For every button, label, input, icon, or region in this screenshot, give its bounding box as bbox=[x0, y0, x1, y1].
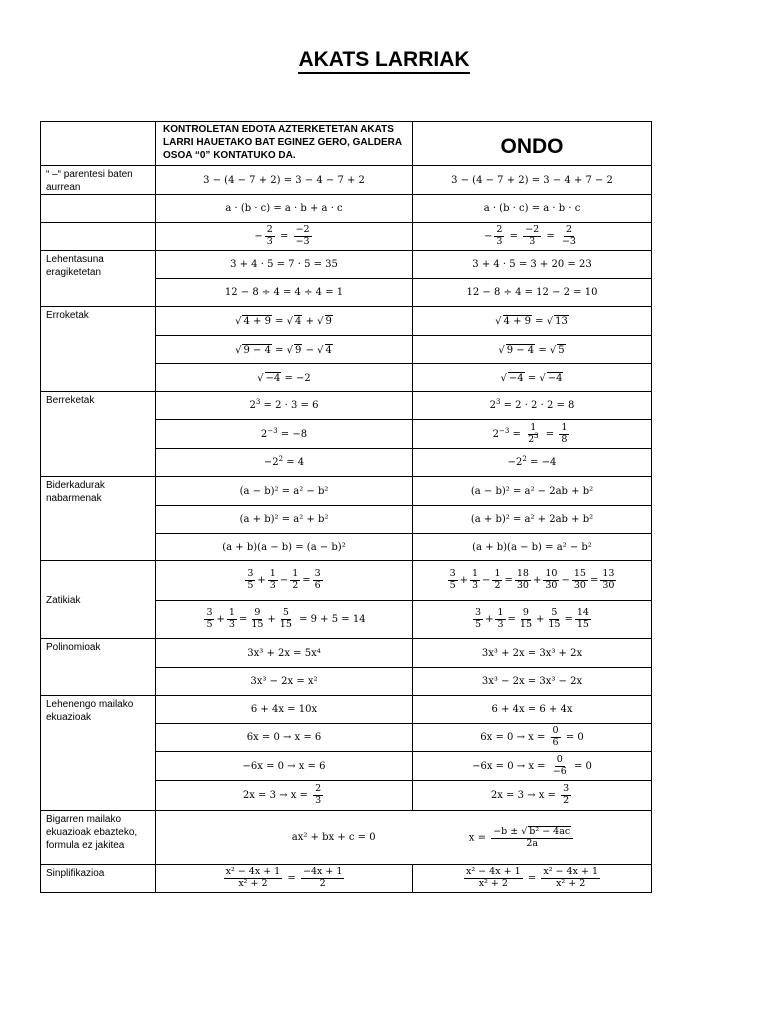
fraction: $\frac{1}{3}$ bbox=[472, 568, 479, 591]
correct-expression: √ −4 = √ −4 bbox=[413, 364, 652, 392]
fraction: $\frac{3}{5}$ bbox=[206, 607, 213, 630]
wrong-expression: √ 4 + 9 = √ 4 + √ 9 bbox=[156, 307, 413, 336]
fraction: $\frac{\text{−b ± √ b² − 4ac}}{2a}$ bbox=[491, 826, 573, 850]
fraction: $\frac{9}{15}$ bbox=[251, 607, 264, 630]
fraction: $\frac{1}{3}$ bbox=[228, 607, 235, 630]
fraction: $\frac{5}{15}$ bbox=[279, 607, 292, 630]
quadratic-equation: ax² + bx + c = 0 bbox=[291, 832, 376, 843]
category-label: Polinomioak bbox=[41, 639, 156, 696]
fraction: $\frac{-2}{-3}$ bbox=[295, 224, 310, 247]
wrong-expression: 3 − (4 − 7 + 2) = 3 − 4 − 7 + 2 bbox=[156, 166, 413, 195]
fraction: $\frac{13}{30}$ bbox=[602, 568, 615, 591]
fraction: $\frac{2}{3}$ bbox=[266, 224, 273, 247]
fraction: $\frac{1}{8}$ bbox=[561, 421, 568, 445]
fraction: $\frac{10}{30}$ bbox=[545, 568, 558, 591]
fraction: $\frac{3}{5}$ bbox=[475, 607, 482, 630]
fraction: $\frac{18}{30}$ bbox=[516, 568, 529, 591]
correct-expression: (a − b)² = a² − 2ab + b² bbox=[413, 477, 652, 506]
wrong-expression: $2^3 = 2 \cdot 3 = 6$ bbox=[156, 392, 413, 420]
wrong-expression: (a + b)² = a² + b² bbox=[156, 506, 413, 534]
fraction: $\frac{2}{3}$ bbox=[496, 224, 503, 247]
wrong-expression: 6 + 4x = 10x bbox=[156, 696, 413, 724]
table-row bbox=[41, 392, 652, 420]
fraction: $\frac{1}{3}$ bbox=[497, 607, 504, 630]
wrong-expression: 2x = 3 → x = $\frac{2}{3}$ bbox=[156, 781, 413, 811]
fraction: $\frac{3}{2}$ bbox=[563, 783, 570, 806]
wrong-expression: 3 + 4 · 5 = 7 · 5 = 35 bbox=[156, 251, 413, 279]
fraction: $\frac{-2}{3}$ bbox=[525, 224, 540, 247]
correct-expression: $2^{-3}$ = $\frac{1}{2^3}$ = $\frac{1}{8}$ bbox=[413, 420, 652, 449]
correct-expression: 6x = 0 → x = $\frac{0}{6}$ = 0 bbox=[413, 724, 652, 752]
correct-expression: 3 − (4 − 7 + 2) = 3 − 4 + 7 − 2 bbox=[413, 166, 652, 195]
correct-expression: −6x = 0 → x = $\frac{0}{-6}$ = 0 bbox=[413, 752, 652, 781]
wrong-expression: (a + b)(a − b) = (a − b)² bbox=[156, 534, 413, 561]
fraction: $\frac{14}{15}$ bbox=[576, 607, 589, 630]
correct-expression: √ 4 + 9 = √ 13 bbox=[413, 307, 652, 336]
quadratic-formula-cell bbox=[156, 811, 652, 865]
correct-expression: a · (b · c) = a · b · c bbox=[413, 195, 652, 223]
correct-expression: $-2^2 = -4$ bbox=[413, 449, 652, 477]
fraction: $\frac{1}{2^3}$ bbox=[528, 421, 539, 445]
fraction: $\frac{\text{x² − 4x + 1}}{\text{x² + 2}}$ bbox=[225, 866, 281, 889]
wrong-expression: $\frac{3}{5}$ + $\frac{1}{3}$ − $\frac{1}{2}$ = $\frac{3}{6}$ bbox=[156, 561, 413, 601]
wrong-expression: 6x = 0 → x = 6 bbox=[156, 724, 413, 752]
category-label: Lehentasuna eragiketetan bbox=[41, 251, 156, 307]
table-row bbox=[41, 307, 652, 336]
table-row bbox=[41, 865, 652, 893]
correct-expression: $2^3 = 2 \cdot 2 \cdot 2 = 8$ bbox=[413, 392, 652, 420]
correct-expression: 3x³ + 2x = 3x³ + 2x bbox=[413, 639, 652, 668]
table-row bbox=[41, 223, 652, 251]
correct-expression: $\frac{3}{5}$ + $\frac{1}{3}$ = $\frac{9}{15}$ + $\frac{5}{15}$ = $\frac{14}{15}$ bbox=[413, 601, 652, 639]
table-row bbox=[41, 696, 652, 724]
category-label-empty bbox=[41, 223, 156, 251]
correct-expression: 3 + 4 · 5 = 3 + 20 = 23 bbox=[413, 251, 652, 279]
page-title bbox=[0, 48, 768, 72]
correct-expression: (a + b)² = a² + 2ab + b² bbox=[413, 506, 652, 534]
page-title-text: AKATS LARRIAK bbox=[298, 48, 469, 74]
fraction: $\frac{3}{5}$ bbox=[449, 568, 456, 591]
fraction: $\frac{\text{x² − 4x + 1}}{\text{x² + 2}}$ bbox=[466, 866, 521, 889]
correct-expression: √ 9 − 4 = √ 5 bbox=[413, 336, 652, 364]
table-row bbox=[41, 639, 652, 668]
wrong-expression: √ 9 − 4 = √ 9 − √ 4 bbox=[156, 336, 413, 364]
correct-expression: $\frac{\text{x² − 4x + 1}}{\text{x² + 2}}$ = $\frac{\text{x² − 4x + 1}}{\text{x² + 2}}$ bbox=[413, 865, 652, 893]
fraction: $\frac{1}{2}$ bbox=[292, 568, 299, 591]
wrong-expression: $2^{-3} = -8$ bbox=[156, 420, 413, 449]
category-label: Erroketak bbox=[41, 307, 156, 392]
header-ondo: ONDO bbox=[413, 122, 652, 166]
header-row bbox=[41, 122, 652, 166]
fraction: $\frac{1}{2}$ bbox=[494, 568, 501, 591]
correct-expression: 12 − 8 ÷ 4 = 12 − 2 = 10 bbox=[413, 279, 652, 307]
errors-table bbox=[40, 121, 652, 893]
fraction: $\frac{0}{-6}$ bbox=[552, 753, 567, 777]
correct-expression: 2x = 3 → x = $\frac{3}{2}$ bbox=[413, 781, 652, 811]
wrong-expression: 3x³ + 2x = 5x⁴ bbox=[156, 639, 413, 668]
table-row bbox=[41, 195, 652, 223]
wrong-expression: √ −4 = −2 bbox=[156, 364, 413, 392]
wrong-expression: $-2^2 = 4$ bbox=[156, 449, 413, 477]
wrong-expression: 3x³ − 2x = x² bbox=[156, 668, 413, 696]
fraction: $\frac{\text{x² − 4x + 1}}{\text{x² + 2}}$ bbox=[543, 866, 598, 889]
table-row bbox=[41, 561, 652, 601]
correct-expression: (a + b)(a − b) = a² − b² bbox=[413, 534, 652, 561]
quadratic-formula: x = $\frac{\text{−b ± √ b² − 4ac}}{2a}$ bbox=[469, 826, 575, 850]
correct-expression: 6 + 4x = 6 + 4x bbox=[413, 696, 652, 724]
table-row bbox=[41, 166, 652, 195]
fraction: $\frac{15}{30}$ bbox=[573, 568, 586, 591]
category-label: Sinplifikazioa bbox=[41, 865, 156, 893]
wrong-expression: $\frac{3}{5}$ + $\frac{1}{3}$ = $\frac{9}{15}$ + $\frac{5}{15}$ = 9 + 5 = 14 bbox=[156, 601, 413, 639]
wrong-expression: $\frac{\text{x² − 4x + 1}}{\text{x² + 2}}$ = $\frac{-4x + 1}{2}$ bbox=[156, 865, 413, 893]
fraction: $\frac{2}{3}$ bbox=[315, 783, 322, 806]
fraction: $\frac{1}{3}$ bbox=[269, 568, 276, 591]
table-row bbox=[41, 811, 652, 865]
wrong-expression: 12 − 8 ÷ 4 = 4 ÷ 4 = 1 bbox=[156, 279, 413, 307]
category-label: Zatikiak bbox=[41, 561, 156, 639]
header-note: KONTROLETAN EDOTA AZTERKETETAN AKATS LARRI HAUETAKO BAT EGINEZ GERO, GALDERA OSOA “0” KONTATUKO DA. bbox=[156, 122, 413, 166]
correct-expression: 3x³ − 2x = 3x³ − 2x bbox=[413, 668, 652, 696]
correct-expression: $\frac{3}{5}$ + $\frac{1}{3}$ − $\frac{1}{2}$ = $\frac{18}{30}$ + $\frac{10}{30}$ − $\frac{15}{30}$ = $\frac{13}{30}$ bbox=[413, 561, 652, 601]
fraction: $\frac{2}{-3}$ bbox=[561, 224, 576, 247]
fraction: $\frac{3}{6}$ bbox=[314, 568, 321, 591]
wrong-expression: a · (b · c) = a · b + a · c bbox=[156, 195, 413, 223]
fraction: $\frac{3}{5}$ bbox=[247, 568, 254, 591]
fraction: $\frac{5}{15}$ bbox=[548, 607, 561, 630]
wrong-expression: − $\frac{2}{3}$ = $\frac{-2}{-3}$ bbox=[156, 223, 413, 251]
header-empty-cell bbox=[41, 122, 156, 166]
category-label: “ –“ parentesi baten aurrean bbox=[41, 166, 156, 195]
fraction: $\frac{-4x + 1}{2}$ bbox=[302, 866, 343, 889]
wrong-expression: (a − b)² = a² − b² bbox=[156, 477, 413, 506]
category-label: Bigarren mailako ekuazioak ebazteko, formula ez jakitea bbox=[41, 811, 156, 865]
table-row bbox=[41, 477, 652, 506]
fraction: $\frac{9}{15}$ bbox=[519, 607, 532, 630]
fraction: $\frac{0}{6}$ bbox=[552, 725, 559, 748]
correct-expression: − $\frac{2}{3}$ = $\frac{-2}{3}$ = $\frac{2}{-3}$ bbox=[413, 223, 652, 251]
table-row bbox=[41, 251, 652, 279]
category-label-empty bbox=[41, 195, 156, 223]
category-label: Berreketak bbox=[41, 392, 156, 477]
category-label: Lehenengo mailako ekuazioak bbox=[41, 696, 156, 811]
wrong-expression: −6x = 0 → x = 6 bbox=[156, 752, 413, 781]
category-label: Biderkadurak nabarmenak bbox=[41, 477, 156, 561]
